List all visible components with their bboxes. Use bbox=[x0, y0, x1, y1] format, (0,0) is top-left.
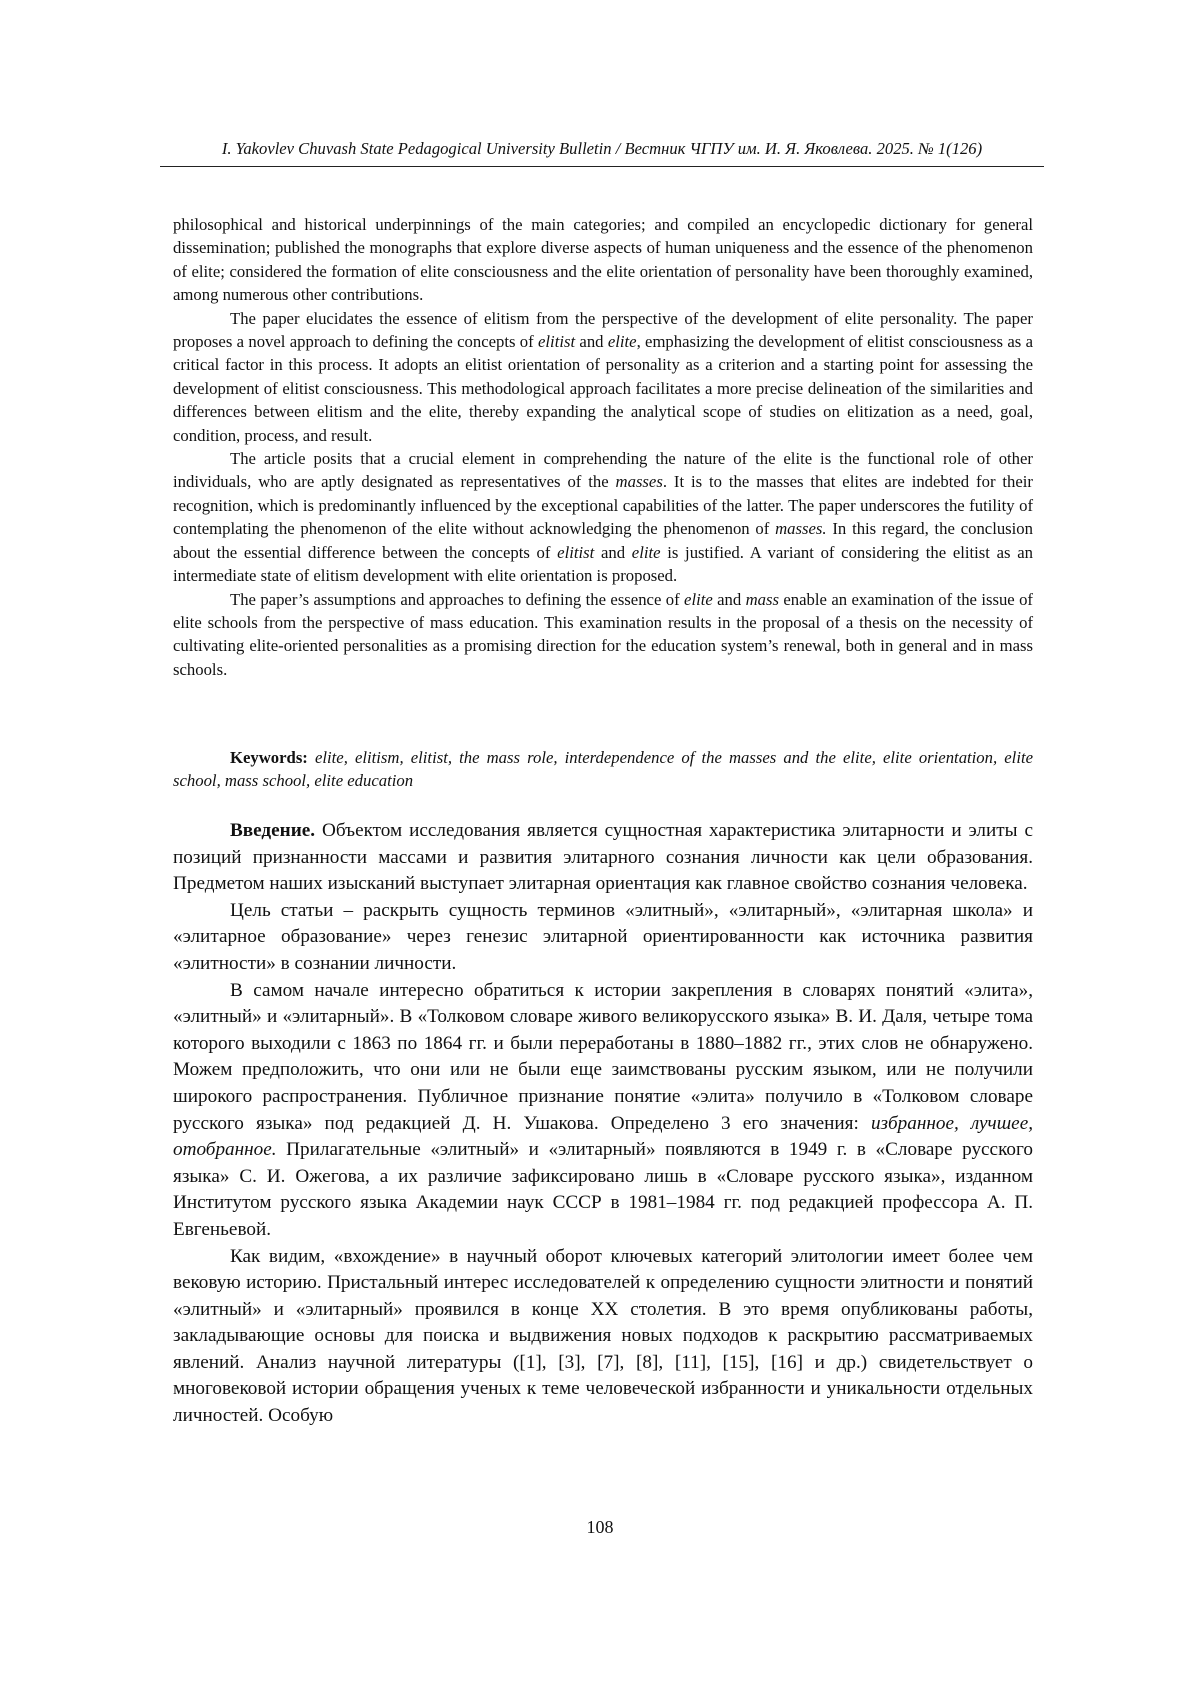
running-header: I. Yakovlev Chuvash State Pedagogical University Bulletin / Вестник ЧГПУ им. И. Я. Яковлева. 2025. № 1(126) bbox=[221, 139, 983, 158]
term-masses: masses bbox=[615, 472, 663, 492]
header-rule bbox=[160, 166, 1044, 167]
abstract-p3-text-b: . It is to the masses that elites are indebted for their recognition, which is predominantly influenced by the exceptional capabilities of the latter. The paper underscores the futility of contemplating the phenomenon of the elite without acknowledging the phenomenon of bbox=[173, 472, 1033, 539]
history-text-b: Прилагательные «элитный» и «элитарный» появляются в 1949 г. в «Словаре русского языка» С. И. Ожегова, а их различие зафиксировано лишь в «Словаре русского языка», изданном Институтом русского языка Академии наук СССР в 1981–1984 гг. под редакцией профессора А. П. Евгеньевой. bbox=[173, 1139, 1033, 1240]
abstract-p3-text-c: In this regard, the conclusion about the essential difference between the concepts of bbox=[173, 519, 1033, 562]
abstract-p2-text-a: The paper elucidates the essence of elitism from the perspective of the development of elite personality. The paper proposes a novel approach to defining the concepts of bbox=[173, 308, 1033, 352]
history-paragraph bbox=[173, 978, 1033, 1244]
term-mass: mass bbox=[745, 589, 780, 609]
term-masses-2: masses. bbox=[775, 519, 827, 539]
review-paragraph: Как видим, «вхождение» в научный оборот ключевых категорий элитологии имеет более чем вековую историю. Пристальный интерес исследователей к определению сущности элитности и понятий «элитный» и «элитарный» проявился в конце XX столетия. В это время опубликованы работы, закладывающие основы для поиска и выдвижения новых подходов к раскрытию рассматриваемых явлений. Анализ научной литературы ([1], [3], [7], [8], [11], [15], [16] и др.) свидетельствует о многовековой истории обращения ученых к теме человеческой избранности и уникальности отдельных личностей. Особую bbox=[173, 1245, 1033, 1427]
keywords-paragraph bbox=[173, 746, 1033, 793]
abstract-paragraph-1: philosophical and historical underpinnings of the main categories; and compiled an encyclopedic dictionary for general dissemination; published the monographs that explore diverse aspects of human uniqueness and the essence of the phenomenon of elite; considered the formation of elite consciousness and the elite orientation of personality have been thoroughly examined, among numerous other contributions. bbox=[173, 215, 1033, 305]
keywords-block bbox=[173, 746, 1033, 793]
goal-paragraph: Цель статьи – раскрыть сущность терминов «элитный», «элитарный», «элитарная школа» и «элитарное образование» через генезис элитарной ориентированности как источника развития «элитности» в сознании личности. bbox=[173, 899, 1033, 974]
term-elite: elite bbox=[607, 332, 637, 352]
abstract-p2-text-b: and bbox=[575, 332, 608, 352]
abstract-p3-text-a: The article posits that a crucial element in comprehending the nature of the elite is the functional role of other individuals, who are aptly designated as representatives of the bbox=[173, 449, 1033, 492]
history-text-a: В самом начале интересно обратиться к истории закрепления в словарях понятий «элита», «элитный» и «элитарный». В «Толковом словаре живого великорусского языка» В. И. Даля, четыре тома которого выходили с 1863 по 1864 гг. и были переработаны в 1880–1882 гг., этих слов не обнаружено. Можем предположить, что они или не были еще заимствованы русским языком, или не получили широкого распространения. Публичное признание понятие «элита» получило в «Толковом словаре русского языка» под редакцией Д. Н. Ушакова. Определено 3 его значения: bbox=[173, 979, 1033, 1134]
abstract-p3-text-d: and bbox=[594, 542, 632, 562]
abstract-p4-text-c: enable an examination of the issue of elite schools from the perspective of mass education. This examination results in the proposal of a thesis on the necessity of cultivating elite-oriented personalities as a promising direction for the education system’s renewal, both in general and in mass schools. bbox=[173, 589, 1033, 679]
term-elite-2: elite bbox=[631, 542, 661, 562]
elite-meanings: избранное, лучшее, отобранное. bbox=[173, 1112, 1034, 1161]
abstract-p4-text-b: and bbox=[712, 589, 746, 609]
abstract bbox=[173, 213, 1033, 681]
term-elitist: elitist bbox=[538, 332, 576, 352]
abstract-p4-text-a: The paper’s assumptions and approaches to defining the essence of bbox=[230, 589, 685, 609]
keywords-label: Keywords: bbox=[230, 748, 308, 767]
intro-paragraph bbox=[173, 818, 1033, 898]
term-elitist-2: elitist bbox=[557, 542, 595, 562]
abstract-p3-text-e: is justified. A variant of considering the elitist as an intermediate state of elitism development with elite orientation is proposed. bbox=[173, 542, 1033, 586]
page-number: 108 bbox=[586, 1517, 614, 1537]
abstract-paragraph-3 bbox=[173, 447, 1033, 587]
abstract-paragraph-4 bbox=[173, 588, 1033, 682]
abstract-paragraph-2 bbox=[173, 307, 1033, 447]
term-elite-3: elite bbox=[684, 589, 713, 609]
intro-heading: Введение. bbox=[230, 820, 316, 841]
abstract-p2-text-c: , emphasizing the development of elitist consciousness as a critical factor in this process. It adopts an elitist orientation of personality as a criterion and a starting point for assessing the development of elitist consciousness. This methodological approach facilitates a more precise delineation of the similarities and differences between elitism and the elite, thereby expanding the analytical scope of studies on elitization as a need, goal, condition, process, and result. bbox=[173, 332, 1033, 445]
keywords-list: elite, elitism, elitist, the mass role, interdependence of the masses and the elite, elite orientation, elite school, mass school, elite education bbox=[173, 748, 1033, 791]
article-body bbox=[173, 818, 1033, 1430]
intro-text: Объектом исследования является сущностная характеристика элитарности и элиты с позиций признанности массами и развития элитарного сознания личности как цели образования. Предметом наших изысканий выступает элитарная ориентация как главное свойство сознания человека. bbox=[173, 820, 1033, 895]
